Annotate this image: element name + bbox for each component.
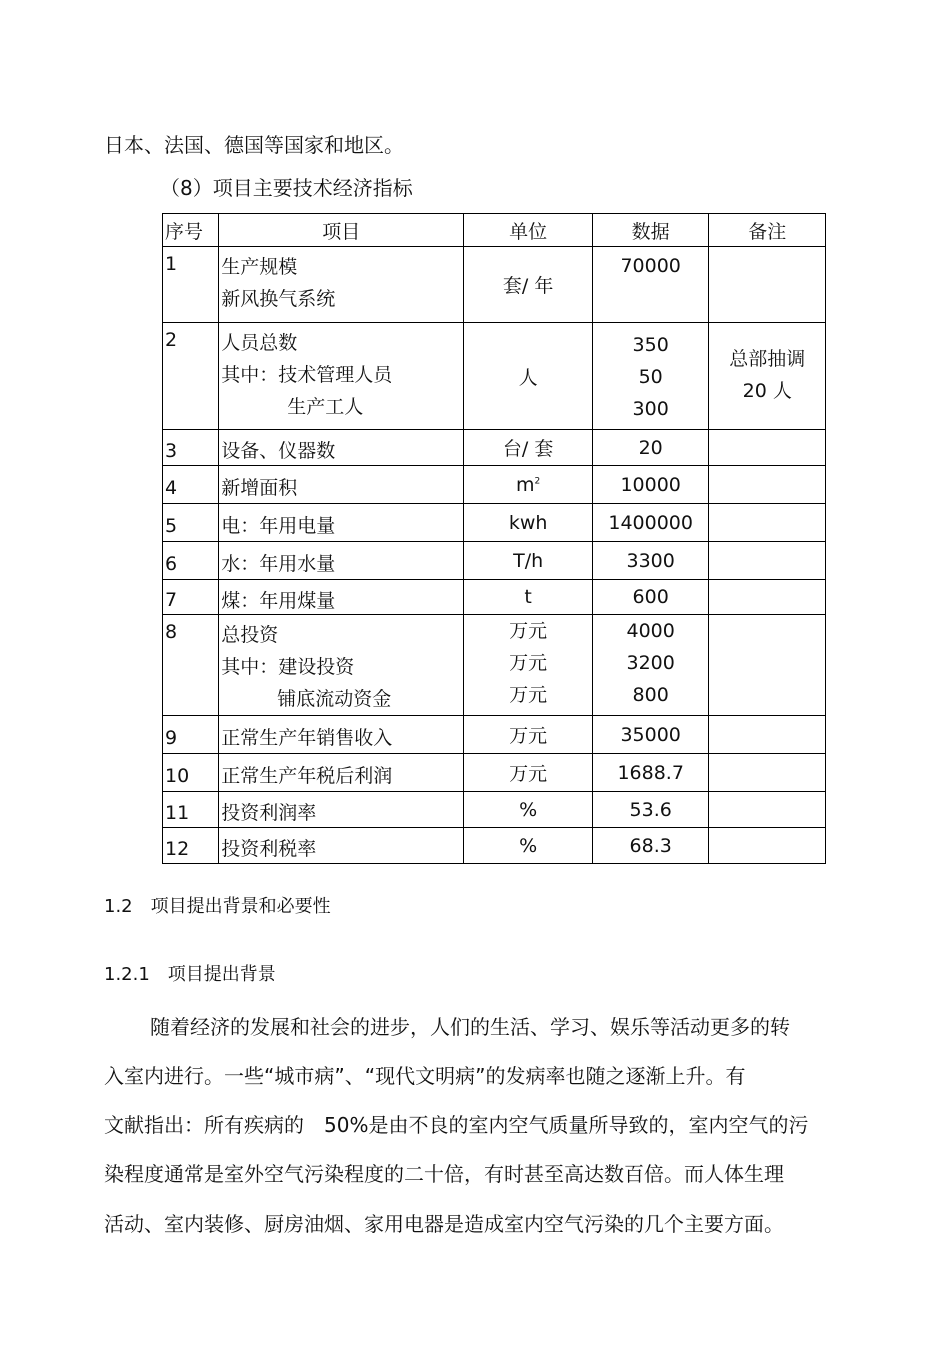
data-line: 300 <box>632 398 669 420</box>
row-item: 煤：年用煤量 <box>219 580 464 615</box>
row-data: 20 <box>592 430 709 466</box>
header-data: 数据 <box>592 214 709 247</box>
table-row <box>163 754 826 792</box>
row-item <box>219 615 464 716</box>
table-caption: （8）项目主要技术经济指标 <box>160 176 413 200</box>
row-item: 新增面积 <box>219 466 464 504</box>
section-heading: 1.2 项目提出背景和必要性 <box>104 896 331 917</box>
row-unit: T/h <box>464 542 593 580</box>
table-header-row <box>163 214 826 247</box>
row-no: 12 <box>163 828 219 864</box>
row-item: 投资利润率 <box>219 792 464 828</box>
note-line: 总部抽调 <box>729 348 806 370</box>
row-item <box>219 323 464 430</box>
row-item: 投资利税率 <box>219 828 464 864</box>
data-line: 800 <box>632 684 669 706</box>
unit-line: 万元 <box>509 652 548 674</box>
row-data: 1688.7 <box>592 754 709 792</box>
item-line: 生产工人 <box>287 396 364 418</box>
unit-text: m <box>516 473 535 496</box>
data-line: 50 <box>638 366 663 388</box>
row-data <box>592 323 709 430</box>
intro-text: 日本、法国、德国等国家和地区。 <box>104 133 404 157</box>
table-row <box>163 247 826 323</box>
unit-line: 万元 <box>509 684 548 706</box>
row-no: 1 <box>163 247 219 323</box>
row-no: 8 <box>163 615 219 716</box>
row-data: 600 <box>592 580 709 615</box>
header-no: 序号 <box>163 214 219 247</box>
row-unit: 套/ 年 <box>464 247 593 323</box>
table-row <box>163 466 826 504</box>
table-row <box>163 828 826 864</box>
row-data: 10000 <box>592 466 709 504</box>
row-unit: % <box>464 792 593 828</box>
row-note <box>709 792 826 828</box>
row-no: 9 <box>163 716 219 754</box>
row-no: 6 <box>163 542 219 580</box>
row-no: 2 <box>163 323 219 430</box>
table-row <box>163 323 826 430</box>
table-row <box>163 716 826 754</box>
data-line: 4000 <box>626 620 675 642</box>
row-note <box>709 580 826 615</box>
row-note <box>709 504 826 542</box>
row-note <box>709 542 826 580</box>
row-no: 7 <box>163 580 219 615</box>
row-unit: t <box>464 580 593 615</box>
row-data: 35000 <box>592 716 709 754</box>
row-note <box>709 466 826 504</box>
row-unit: kwh <box>464 504 593 542</box>
row-unit: 人 <box>464 323 593 430</box>
row-item: 水：年用水量 <box>219 542 464 580</box>
row-note <box>709 828 826 864</box>
paragraph-line: 入室内进行。一些“城市病”、“现代文明病”的发病率也随之逐渐上升。有 <box>104 1064 746 1088</box>
data-line: 350 <box>632 334 669 356</box>
row-note <box>709 716 826 754</box>
subsection-heading: 1.2.1 项目提出背景 <box>104 964 276 985</box>
row-data: 53.6 <box>592 792 709 828</box>
row-unit: 台/ 套 <box>464 430 593 466</box>
row-data <box>592 615 709 716</box>
row-note <box>709 615 826 716</box>
row-data: 3300 <box>592 542 709 580</box>
row-unit: 万元 <box>464 716 593 754</box>
item-line: 铺底流动资金 <box>277 688 392 710</box>
row-data: 1400000 <box>592 504 709 542</box>
item-line: 人员总数 <box>221 332 298 354</box>
paragraph-line: 活动、室内装修、厨房油烟、家用电器是造成室内空气污染的几个主要方面。 <box>104 1212 784 1236</box>
item-line: 其中：建设投资 <box>221 656 355 678</box>
indicators-table <box>162 213 826 864</box>
row-note <box>709 323 826 430</box>
row-no: 10 <box>163 754 219 792</box>
header-item: 项目 <box>219 214 464 247</box>
unit-superscript: 2 <box>534 476 541 487</box>
row-unit <box>464 615 593 716</box>
table-row <box>163 615 826 716</box>
paragraph-line: 文献指出：所有疾病的 50%是由不良的室内空气质量所导致的，室内空气的污 <box>104 1113 809 1137</box>
table-row <box>163 542 826 580</box>
item-line: 新风换气系统 <box>221 288 336 310</box>
item-line: 总投资 <box>221 624 279 646</box>
row-data: 70000 <box>592 247 709 323</box>
row-note <box>709 247 826 323</box>
table-row <box>163 430 826 466</box>
row-item: 电：年用电量 <box>219 504 464 542</box>
row-no: 4 <box>163 466 219 504</box>
row-data: 68.3 <box>592 828 709 864</box>
header-note: 备注 <box>709 214 826 247</box>
paragraph-line: 随着经济的发展和社会的进步，人们的生活、学习、娱乐等活动更多的转 <box>150 1015 790 1039</box>
table-row <box>163 504 826 542</box>
unit-line: 万元 <box>509 620 548 642</box>
paragraph-line: 染程度通常是室外空气污染程度的二十倍，有时甚至高达数百倍。而人体生理 <box>104 1162 784 1186</box>
row-no: 3 <box>163 430 219 466</box>
row-unit: 万元 <box>464 754 593 792</box>
row-item: 正常生产年税后利润 <box>219 754 464 792</box>
item-line: 其中：技术管理人员 <box>221 364 393 386</box>
row-item: 设备、仪器数 <box>219 430 464 466</box>
row-note <box>709 754 826 792</box>
row-unit: % <box>464 828 593 864</box>
row-item <box>219 247 464 323</box>
row-no: 5 <box>163 504 219 542</box>
header-unit: 单位 <box>464 214 593 247</box>
row-no: 11 <box>163 792 219 828</box>
note-line: 20 人 <box>742 380 792 402</box>
item-line: 生产规模 <box>221 256 298 278</box>
row-unit <box>464 466 593 504</box>
row-note <box>709 430 826 466</box>
data-line: 3200 <box>626 652 675 674</box>
row-item: 正常生产年销售收入 <box>219 716 464 754</box>
table-row <box>163 792 826 828</box>
table-row <box>163 580 826 615</box>
